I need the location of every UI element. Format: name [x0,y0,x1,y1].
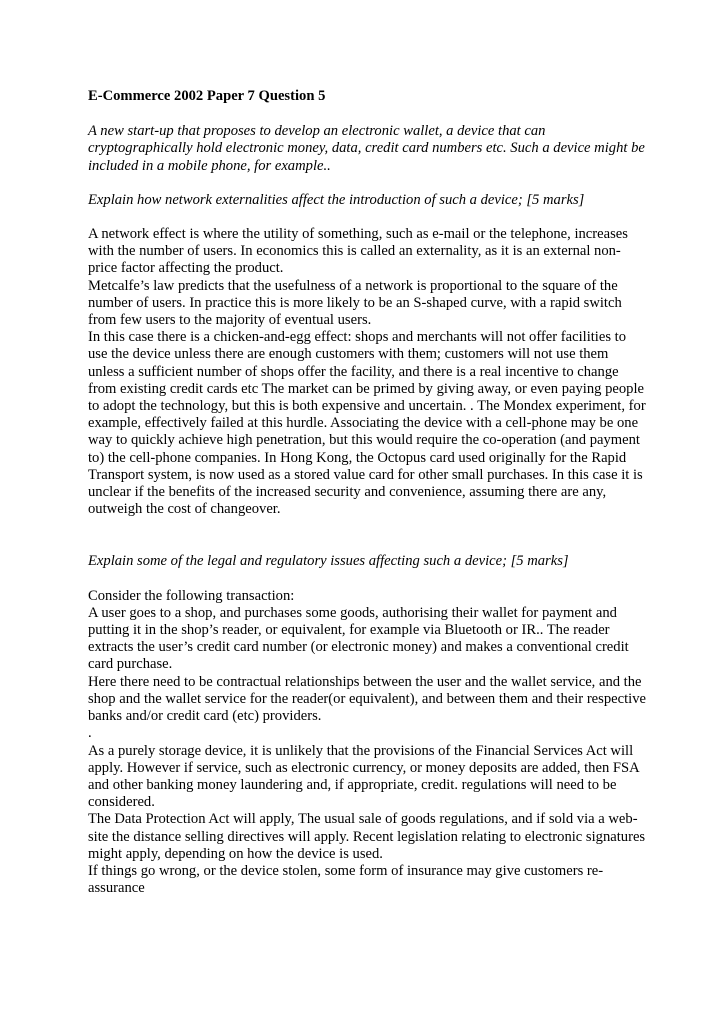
question-2: Explain some of the legal and regulatory issues affecting such a device; [5 marks] [88,553,569,570]
answer-2-paragraph: The Data Protection Act will apply, The usual sale of goods regulations, and if sold via a web-site the distance selling directives will apply. Recent legislation relating to electronic signatures might apply, depending on how the device is used. [88,811,646,862]
answer-1-paragraph: Metcalfe’s law predicts that the usefulness of a network is proportional to the square of the number of users. In practice this is more likely to be an S-shaped curve, with a rapid switch from few users to the majority of eventual users. [88,277,622,329]
answer-1-paragraph: In this case there is a chicken-and-egg effect: shops and merchants will not offer facilities to use the device unless there are enough customers with them; customers will not use them unless a sufficient number of shops offer the facility, and there is a real incentive to change from existing credit cards etc The market can be primed by giving away, or even paying people to adopt the technology, but this is both expensive and uncertain. . The Mondex experiment, for example, effectively failed at this hurdle. Associating the device with a cell-phone may be one way to quickly achieve high penetration, but this would require the co-operation (and payment to) the cell-phone companies. In Hong Kong, the Octopus card used originally for the Rapid Transport system, is now used as a stored value card for other small purchases. In this case it is unclear if the benefits of the increased security and convenience, assuming there are any, outweigh the cost of changeover. [88,329,646,518]
answer-2-paragraph: A user goes to a shop, and purchases some goods, authorising their wallet for payment and putting it in the shop’s reader, or equivalent, for example via Bluetooth or IR.. The reader extracts the user’s credit card number (or electronic money) and makes a conventional credit card purchase. [88,604,629,673]
answer-2-paragraph: . [88,725,92,742]
document-title: E-Commerce 2002 Paper 7 Question 5 [88,88,326,104]
answer-2-paragraph: As a purely storage device, it is unlikely that the provisions of the Financial Services Act will apply. However if service, such as electronic currency, or money deposits are added, then FSA and other banking money laundering and, if appropriate, credit. regulations will need to be considered. [88,742,639,811]
question-1: Explain how network externalities affect the introduction of such a device; [5 marks] [88,191,585,208]
question-intro: A new start-up that proposes to develop an electronic wallet, a device that can cryptographically hold electronic money, data, credit card numbers etc. Such a device might be included in a mobile phone, for example.. [88,123,645,174]
answer-2-paragraph: Here there need to be contractual relationships between the user and the wallet service, and the shop and the wallet service for the reader(or equivalent), and between them and their respective banks and/or credit card (etc) providers. [88,673,646,725]
answer-1-paragraph: A network effect is where the utility of something, such as e-mail or the telephone, increases with the number of users. In economics this is called an externality, as it is an external non-price factor affecting the product. [88,226,628,277]
answer-1 [88,226,648,518]
answer-2-paragraph: Consider the following transaction: [88,587,295,604]
document-page [88,88,648,897]
answer-2 [88,588,648,898]
answer-2-paragraph: If things go wrong, or the device stolen, some form of insurance may give customers re-assurance [88,862,604,897]
